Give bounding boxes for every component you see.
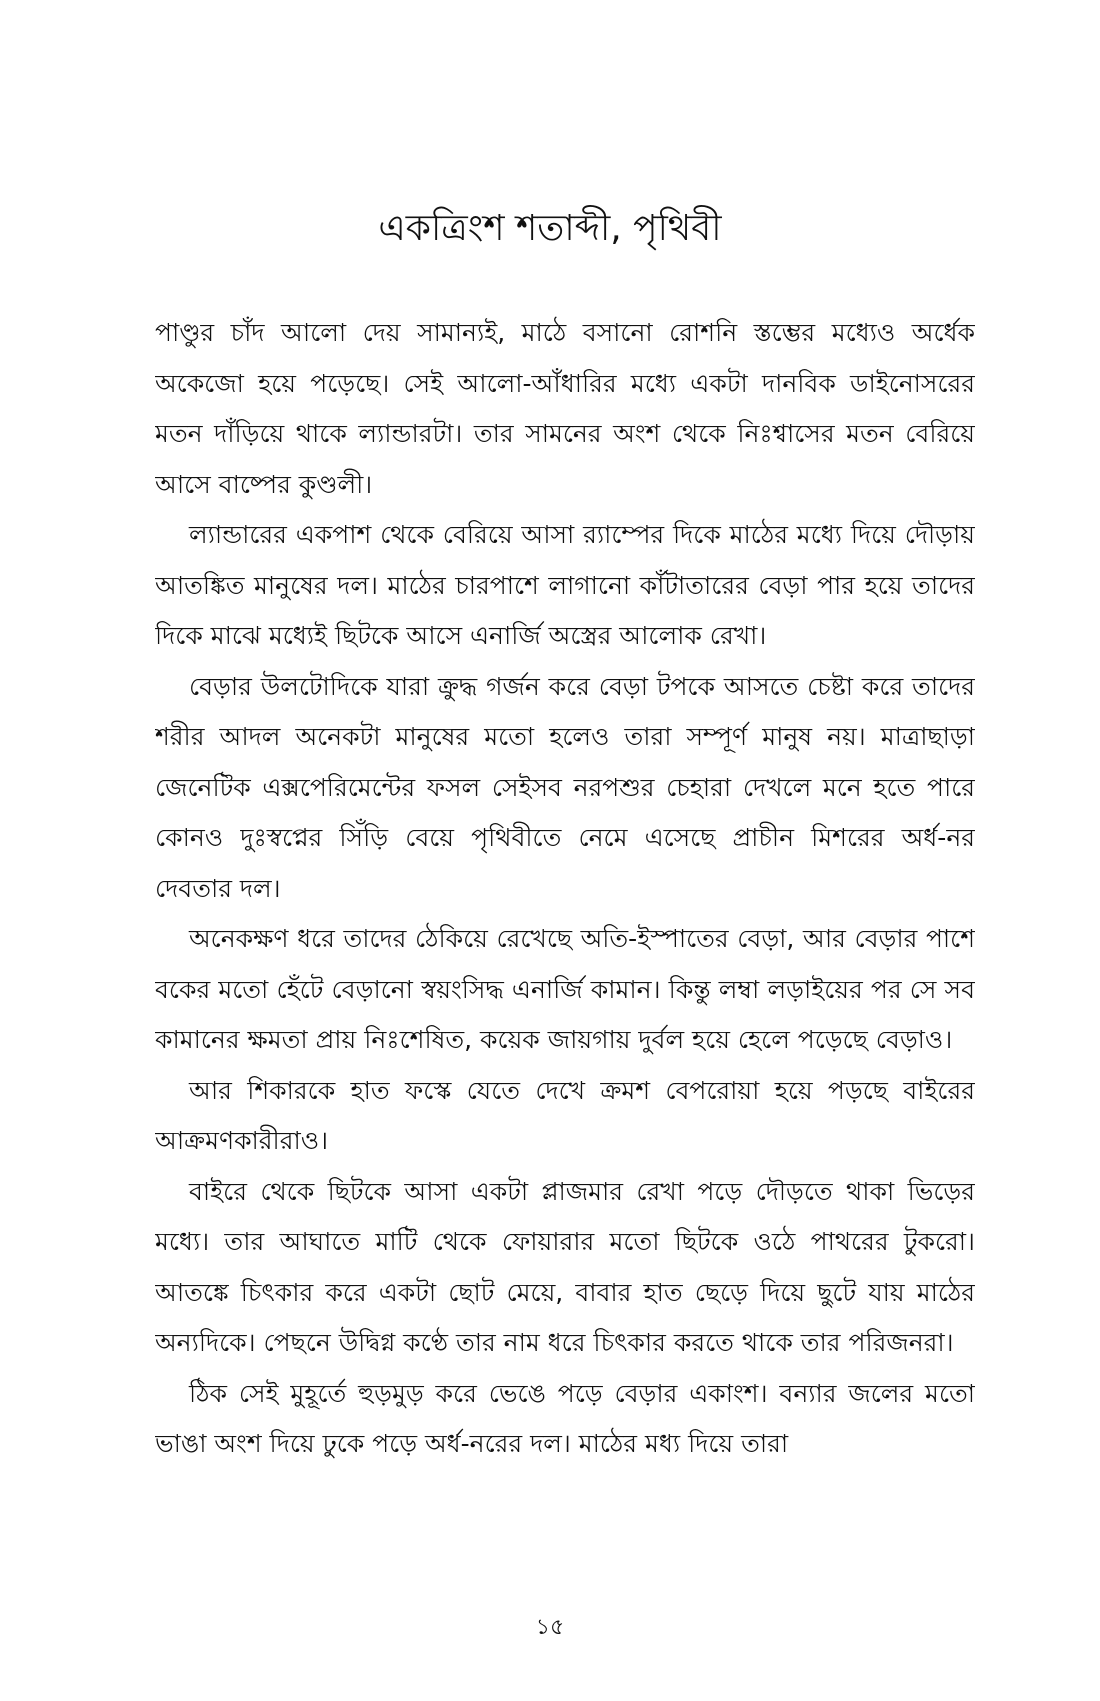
paragraph: অনেকক্ষণ ধরে তাদের ঠেকিয়ে রেখেছে অতি-ইস্পাতের বেড়া, আর বেড়ার পাশে বকের মতো হেঁটে বেড়ানো স্বয়ংসিদ্ধ এনার্জি কামান। কিন্তু লম্বা লড়াইয়ের পর সে সব কামানের ক্ষমতা প্রায় নিঃশেষিত, কয়েক জায়গায় দুর্বল হয়ে হেলে পড়েছে বেড়াও। <box>155 924 975 1054</box>
paragraph: পাণ্ডুর চাঁদ আলো দেয় সামান্যই, মাঠে বসানো রোশনি স্তম্ভের মধ্যেও অর্ধেক অকেজো হয়ে পড়েছে। সেই আলো-আঁধারির মধ্যে একটা দানবিক ডাইনোসরের মতন দাঁড়িয়ে থাকে ল্যান্ডারটা। তার সামনের অংশ থেকে নিঃশ্বাসের মতন বেরিয়ে আসে বাষ্পের কুণ্ডলী। <box>155 318 975 499</box>
body-text <box>155 308 975 1608</box>
paragraph: ঠিক সেই মুহূর্তে হুড়মুড় করে ভেঙে পড়ে বেড়ার একাংশ। বন্যার জলের মতো ভাঙা অংশ দিয়ে ঢুকে পড়ে অর্ধ-নরের দল। মাঠের মধ্য দিয়ে তারা <box>155 1378 975 1458</box>
paragraph: ল্যান্ডারের একপাশ থেকে বেরিয়ে আসা র‍্যাম্পের দিকে মাঠের মধ্যে দিয়ে দৌড়ায় আতঙ্কিত মানুষের দল। মাঠের চারপাশে লাগানো কাঁটাতারের বেড়া পার হয়ে তাদের দিকে মাঝে মধ্যেই ছিটকে আসে এনার্জি অস্ত্রের আলোক রেখা। <box>155 520 975 650</box>
chapter-title: একত্রিংশ শতাব্দী, পৃথিবী <box>378 208 722 249</box>
paragraph: আর শিকারকে হাত ফস্কে যেতে দেখে ক্রমশ বেপরোয়া হয়ে পড়ছে বাইরের আক্রমণকারীরাও। <box>155 1075 975 1155</box>
paragraph: বাইরে থেকে ছিটকে আসা একটা প্লাজমার রেখা পড়ে দৌড়তে থাকা ভিড়ের মধ্যে। তার আঘাতে মাটি থেকে ফোয়ারার মতো ছিটকে ওঠে পাথরের টুকরো। আতঙ্কে চিৎকার করে একটা ছোট মেয়ে, বাবার হাত ছেড়ে দিয়ে ছুটে যায় মাঠের অন্যদিকে। পেছনে উদ্বিগ্ন কণ্ঠে তার নাম ধরে চিৎকার করতে থাকে তার পরিজনরা। <box>155 1176 975 1357</box>
page-number: ১৫ <box>535 1615 565 1640</box>
paragraph: বেড়ার উলটোদিকে যারা ক্রুদ্ধ গর্জন করে বেড়া টপকে আসতে চেষ্টা করে তাদের শরীর আদল অনেকটা মানুষের মতো হলেও তারা সম্পূর্ণ মানুষ নয়। মাত্রাছাড়া জেনেটিক এক্সপেরিমেন্টের ফসল সেইসব নরপশুর চেহারা দেখলে মনে হতে পারে কোনও দুঃস্বপ্নের সিঁড়ি বেয়ে পৃথিবীতে নেমে এসেছে প্রাচীন মিশরের অর্ধ-নর দেবতার দল। <box>155 671 975 903</box>
